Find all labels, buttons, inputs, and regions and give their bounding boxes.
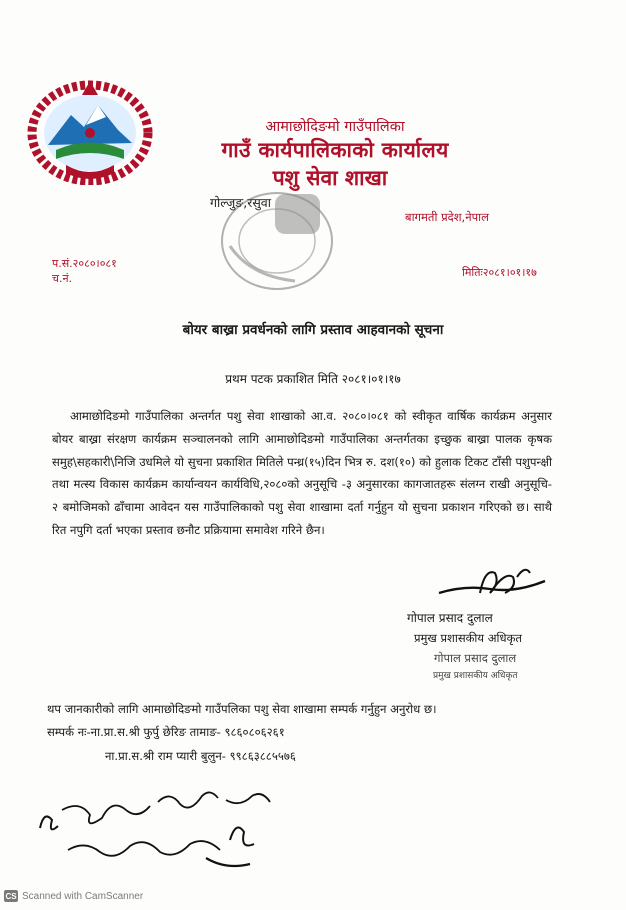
signatory-stamp-name: गोपाल प्रसाद दुलाल bbox=[434, 651, 517, 665]
office-name: गाउँ कार्यपालिकाको कार्यालय bbox=[221, 138, 449, 162]
camscanner-logo-icon: CS bbox=[5, 891, 17, 901]
signatory-name: गोपाल प्रसाद दुलाल bbox=[407, 611, 493, 625]
nepal-emblem-icon bbox=[26, 75, 154, 185]
section-name: पशु सेवा शाखा bbox=[272, 166, 388, 190]
contact-line-1: सम्पर्क नः-ना.प्रा.स.श्री फुर्पु छेरिङ तामाङ- ९८६०८०६२६१ bbox=[47, 725, 285, 739]
district-address: गोल्जुङ,रसुवा bbox=[210, 195, 271, 210]
province-address: बागमती प्रदेश,नेपाल bbox=[405, 210, 489, 224]
first-published-date: प्रथम पटक प्रकाशित मिति २०८१।०१।१७ bbox=[225, 372, 401, 386]
reference-block bbox=[52, 256, 117, 286]
dispatch-number: च.नं. bbox=[52, 272, 73, 285]
contact-line-2: ना.प्रा.स.श्री राम प्यारी बुलुन- ९९८६३८८५५७६ bbox=[105, 749, 296, 763]
contact-note: थप जानकारीको लागि आमाछोदिङमो गाउँपलिका पशु सेवा शाखामा सम्पर्क गर्नुहुन अनुरोध छ। bbox=[47, 702, 437, 716]
letter-date: मितिः२०८१।०१।१७ bbox=[462, 266, 537, 279]
letter-number: प.सं.२०८०।०८१ bbox=[52, 257, 117, 270]
municipality-name: आमाछोदिङमो गाउँपालिका bbox=[265, 119, 405, 135]
camscanner-watermark bbox=[4, 890, 143, 902]
notice-heading: बोयर बाख्रा प्रवर्धनको लागि प्रस्ताव आहवानको सूचना bbox=[182, 322, 444, 338]
office-stamp bbox=[215, 186, 340, 296]
handwritten-note bbox=[30, 780, 280, 880]
signature bbox=[435, 563, 550, 603]
signatory-title: प्रमुख प्रशासकीय अधिकृत bbox=[414, 631, 522, 645]
signatory-stamp-title: प्रमुख प्रशासकीय अधिकृत bbox=[433, 671, 518, 681]
camscanner-text: Scanned with CamScanner bbox=[22, 890, 144, 902]
notice-body: आमाछोदिङमो गाउँपालिका अन्तर्गत पशु सेवा शाखाको आ.व. २०८०।०८१ को स्वीकृत वार्षिक कार्यक्रम अनुसार बोयर बाख्रा संरक्षण कार्यक्रम सञ्चालनको लागि आमाछोदिङमो गाउँपालिका अन्तर्गतका इच्छुक बाख्रा पालक कृषक समुह\सहकारी\निजि उधमिले यो सुचना प्रकाशित मितिले पन्ध्र(१५)दिन भित्र रु. दश(१०) को हुलाक टिकट टाँसी पशुपन्क्षी तथा मत्स्य विकास कार्यक्रम कार्यान्वयन कार्यविधि,२०८०को अनुसूचि -३ अनुसारका कागजातहरू संलग्न राखी अनुसूचि- २ बमोजिमको ढाँचामा आवेदन यस गाउँपालिकाको पशु सेवा शाखामा दर्ता गर्नुहुन यो सुचना प्रकाशन गरिएको छ। साथै रित नपुगि दर्ता भएका प्रस्ताव छनौट प्रक्रियामा समावेश गरिने छैन। bbox=[52, 409, 552, 537]
